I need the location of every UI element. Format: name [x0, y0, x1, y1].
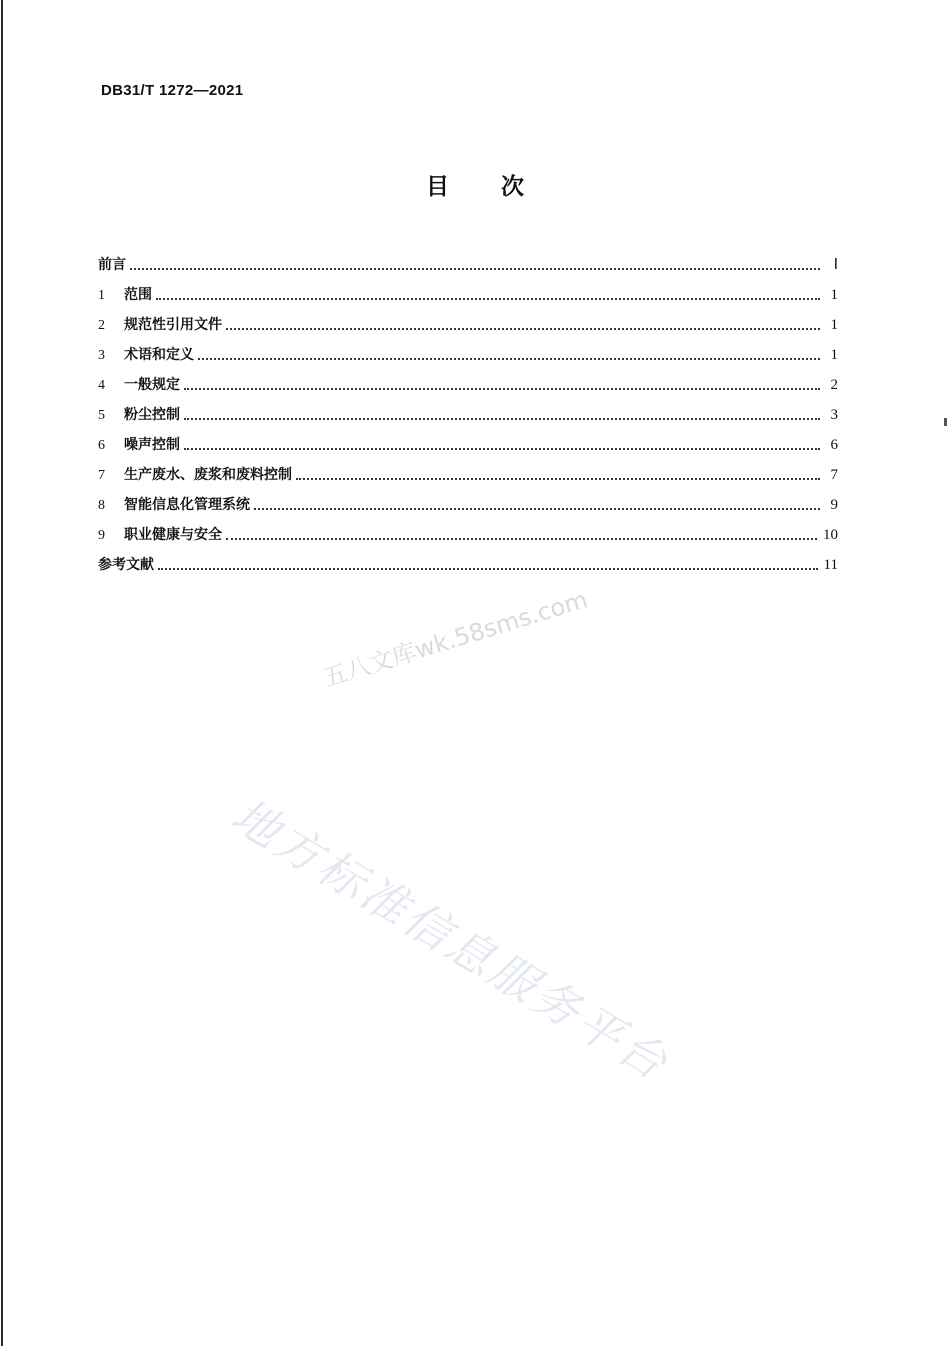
toc-leader-dots: [184, 418, 820, 420]
toc-entry-page: 1: [830, 287, 838, 303]
toc-entry-normative-references[interactable]: [98, 304, 838, 334]
toc-entry-page: 2: [830, 377, 838, 393]
toc-entry-general-provisions[interactable]: [98, 364, 838, 394]
toc-entry-page: 7: [830, 467, 838, 483]
toc-entry-number: 7: [98, 468, 105, 483]
toc-entry-number: 3: [98, 348, 105, 363]
toc-entry-title: 一般规定: [124, 377, 180, 393]
toc-leader-dots: [156, 298, 820, 300]
toc-leader-dots: [184, 448, 820, 450]
toc-entry-page: 1: [830, 347, 838, 363]
toc-entry-page: 11: [823, 557, 838, 573]
toc-leader-dots: [226, 538, 817, 540]
toc-entry-number: 5: [98, 408, 105, 423]
toc-entry-terms-definitions[interactable]: [98, 334, 838, 364]
toc-leader-dots: [184, 388, 820, 390]
toc-entry-title: 生产废水、废浆和废料控制: [124, 467, 292, 483]
toc-entry-number: 1: [98, 288, 105, 303]
toc-entry-title: 范围: [124, 287, 152, 303]
toc-entry-number: 4: [98, 378, 105, 393]
toc-entry-title: 智能信息化管理系统: [124, 497, 250, 513]
toc-entry-page: 10: [823, 527, 838, 543]
toc-entry-bibliography[interactable]: [98, 544, 838, 574]
toc-leader-dots: [130, 268, 820, 270]
toc-entry-information-system[interactable]: [98, 484, 838, 514]
toc-entry-number: 6: [98, 438, 105, 453]
toc-entry-title: 术语和定义: [124, 347, 194, 363]
toc-leader-dots: [158, 568, 818, 570]
toc-entry-number: 9: [98, 528, 105, 543]
platform-watermark: 地方标准信息服务平台: [222, 787, 679, 1092]
toc-entry-page: 9: [830, 497, 838, 513]
toc-entry-title: 前言: [98, 257, 126, 273]
toc-entry-wastewater-control[interactable]: [98, 454, 838, 484]
toc-entry-noise-control[interactable]: [98, 424, 838, 454]
toc-entry-title: 参考文献: [98, 557, 154, 573]
toc-entry-scope[interactable]: [98, 274, 838, 304]
toc-entry-dust-control[interactable]: [98, 394, 838, 424]
toc-entry-page: 3: [830, 407, 838, 423]
toc-entry-title: 粉尘控制: [124, 407, 180, 423]
table-of-contents: [98, 244, 838, 574]
title-char-1: 目: [426, 174, 449, 200]
toc-leader-dots: [254, 508, 820, 510]
title-char-2: 次: [501, 174, 524, 200]
toc-entry-title: 规范性引用文件: [124, 317, 222, 333]
toc-entry-title: 噪声控制: [124, 437, 180, 453]
document-id: DB31/T 1272—2021: [101, 82, 244, 99]
toc-entry-health-safety[interactable]: [98, 514, 838, 544]
toc-leader-dots: [198, 358, 820, 360]
toc-entry-number: 2: [98, 318, 105, 333]
toc-entry-page: 6: [830, 437, 838, 453]
page-title: [0, 168, 950, 201]
toc-leader-dots: [226, 328, 820, 330]
toc-leader-dots: [296, 478, 820, 480]
toc-entry-title: 职业健康与安全: [124, 527, 222, 543]
page-edge-mark: [944, 418, 947, 426]
toc-entry-page: Ⅰ: [833, 257, 838, 273]
site-watermark: 五八文库wk.58sms.com: [319, 585, 591, 693]
toc-entry-foreword[interactable]: [98, 244, 838, 274]
toc-entry-page: 1: [830, 317, 838, 333]
toc-entry-number: 8: [98, 498, 105, 513]
page-left-border: [1, 0, 3, 1346]
